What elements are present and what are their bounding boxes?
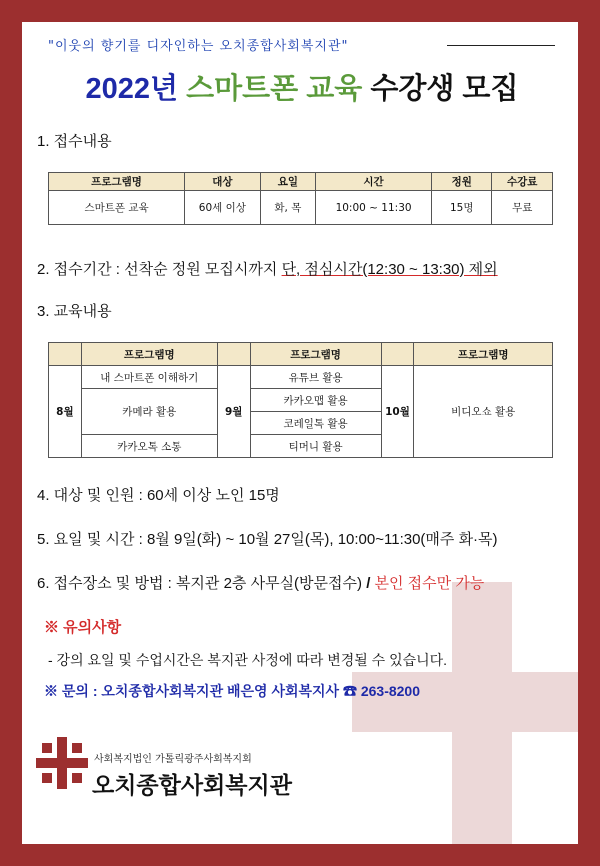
- table-row: [49, 366, 553, 389]
- table-cell: 비디오쇼 활용: [414, 366, 553, 458]
- table-cell: 카카오맵 활용: [250, 389, 381, 412]
- table-header-empty: [49, 343, 82, 366]
- table-cell: 내 스마트폰 이해하기: [81, 366, 217, 389]
- notice-line: - 강의 요일 및 수업시간은 복지관 사정에 따라 변경될 수 있습니다.: [48, 652, 448, 668]
- table-header: 요일: [260, 173, 315, 191]
- table-header: 프로그램명: [81, 343, 217, 366]
- poster: [22, 22, 578, 844]
- table-header: 프로그램명: [414, 343, 553, 366]
- table-header-empty: [381, 343, 414, 366]
- contact-info: ※ 문의 : 오치종합사회복지관 배은영 사회복지사 ☎ 263-8200: [44, 683, 421, 699]
- registration-table: [48, 172, 553, 225]
- table-row: [49, 191, 553, 225]
- catholic-cross-logo-icon: [36, 737, 88, 789]
- section-2-text: 2. 접수기간 : 선착순 정원 모집시까지: [37, 261, 278, 278]
- table-cell: 스마트폰 교육: [49, 191, 185, 225]
- table-cell: 유튜브 활용: [250, 366, 381, 389]
- org-subtitle: 사회복지법인 가톨릭광주사회복지회: [94, 754, 252, 765]
- title-subject: 스마트폰 교육: [186, 73, 363, 105]
- table-header-row: [49, 173, 553, 191]
- title-recruit: 수강생 모집: [370, 73, 519, 105]
- page-title: [32, 66, 572, 107]
- slogan-divider: [447, 45, 555, 46]
- table-cell: 화, 목: [260, 191, 315, 225]
- table-cell: 코레일톡 활용: [250, 412, 381, 435]
- org-name: 오치종합사회복지관: [92, 772, 292, 798]
- section-3-heading: 3. 교육내용: [37, 303, 112, 320]
- cross-watermark-icon: [352, 582, 578, 844]
- month-sep: 9월: [217, 366, 250, 458]
- title-year: 2022년: [85, 73, 179, 105]
- section-6-text: 6. 접수장소 및 방법 : 복지관 2층 사무실(방문접수): [37, 575, 363, 592]
- table-cell: 15명: [432, 191, 492, 225]
- table-cell: 60세 이상: [185, 191, 261, 225]
- table-header-row: [49, 343, 553, 366]
- section-6: [37, 572, 484, 593]
- section-6-slash: /: [366, 575, 371, 592]
- section-5: 5. 요일 및 시간 : 8월 9일(화) ~ 10월 27일(목), 10:00~11:30(매주 화·목): [37, 531, 498, 548]
- table-header: 시간: [316, 173, 432, 191]
- table-cell: 무료: [492, 191, 553, 225]
- table-header-empty: [217, 343, 250, 366]
- notice-title: ※ 유의사항: [44, 619, 122, 636]
- table-cell: 티머니 활용: [250, 435, 381, 458]
- table-header: 프로그램명: [49, 173, 185, 191]
- table-header: 프로그램명: [250, 343, 381, 366]
- table-cell: 카메라 활용: [81, 389, 217, 435]
- table-cell: 10:00 ~ 11:30: [316, 191, 432, 225]
- curriculum-table: [48, 342, 553, 458]
- section-1-heading: 1. 접수내용: [37, 133, 112, 150]
- section-2-note: 단, 점심시간(12:30 ~ 13:30) 제외: [281, 261, 498, 278]
- section-2-heading: [37, 258, 498, 279]
- month-aug: 8월: [49, 366, 82, 458]
- table-cell: 카카오톡 소통: [81, 435, 217, 458]
- table-header: 수강료: [492, 173, 553, 191]
- table-header: 대상: [185, 173, 261, 191]
- section-6-note: 본인 접수만 가능: [374, 575, 485, 592]
- slogan: "이웃의 향기를 디자인하는 오치종합사회복지관": [48, 39, 349, 54]
- month-oct: 10월: [381, 366, 414, 458]
- section-4: 4. 대상 및 인원 : 60세 이상 노인 15명: [37, 487, 280, 504]
- table-header: 정원: [432, 173, 492, 191]
